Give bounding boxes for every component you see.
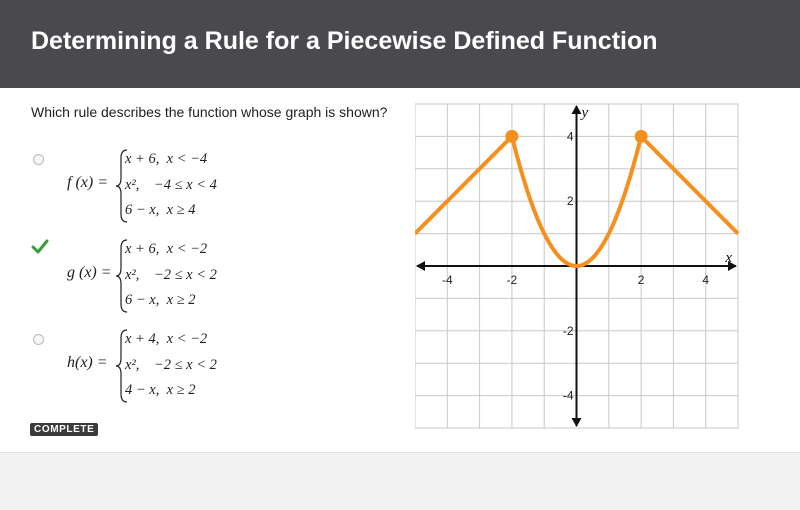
case-expression: x², [125,357,140,373]
case-expression: x + 6, [125,241,160,257]
question-text: Which rule describes the function whose graph is shown? [31,104,388,120]
function-label-h: h(x) = [67,354,108,371]
closed-point [635,130,648,143]
y-tick-label: 2 [566,194,574,209]
case-condition: x < −4 [166,151,208,167]
radio-button-f[interactable] [33,154,44,165]
case-condition: −2 ≤ x < 2 [153,357,217,373]
y-axis-name: y [581,105,589,121]
x-tick-label: 2 [637,273,645,287]
x-axis-name: x [725,250,732,266]
case-condition: x ≥ 2 [166,292,196,308]
case-expression: x + 6, [125,151,160,167]
x-tick-label: -4 [441,273,453,287]
case-expression: 6 − x, [125,292,160,308]
case-condition: x < −2 [166,241,208,257]
function-label-f: f (x) = [67,174,108,191]
function-label-g: g (x) = [67,264,112,281]
case-expression: x², [125,177,140,193]
answer-option-f[interactable] [31,148,391,230]
case-row [125,357,217,374]
case-expression: 6 − x, [125,202,160,218]
case-expression: x + 4, [125,331,160,347]
checkmark-icon [31,238,49,256]
page-header [0,0,800,88]
page-title: Determining a Rule for a Piecewise Defined Function [31,27,658,55]
answer-option-h[interactable] [31,328,391,410]
case-row [125,241,207,258]
case-row [125,151,207,168]
x-tick-label: 4 [702,273,710,287]
closed-point [505,130,518,143]
y-tick-label: -2 [562,323,574,338]
answer-option-g[interactable] [31,238,391,320]
case-row [125,292,196,309]
status-badge: COMPLETE [30,423,98,436]
case-row [125,382,196,399]
case-row [125,267,217,284]
case-condition: x < −2 [166,331,208,347]
footer-bar [0,452,800,510]
radio-button-h[interactable] [33,334,44,345]
y-tick-label: 4 [566,129,574,144]
y-tick-label: -4 [562,388,574,403]
case-row [125,177,217,194]
case-condition: −4 ≤ x < 4 [153,177,217,193]
case-row [125,202,196,219]
function-graph [415,102,740,430]
case-condition: x ≥ 4 [166,202,196,218]
case-row [125,331,207,348]
x-tick-label: -2 [506,273,518,287]
case-condition: x ≥ 2 [166,382,196,398]
case-expression: 4 − x, [125,382,160,398]
case-expression: x², [125,267,140,283]
case-condition: −2 ≤ x < 2 [153,267,217,283]
